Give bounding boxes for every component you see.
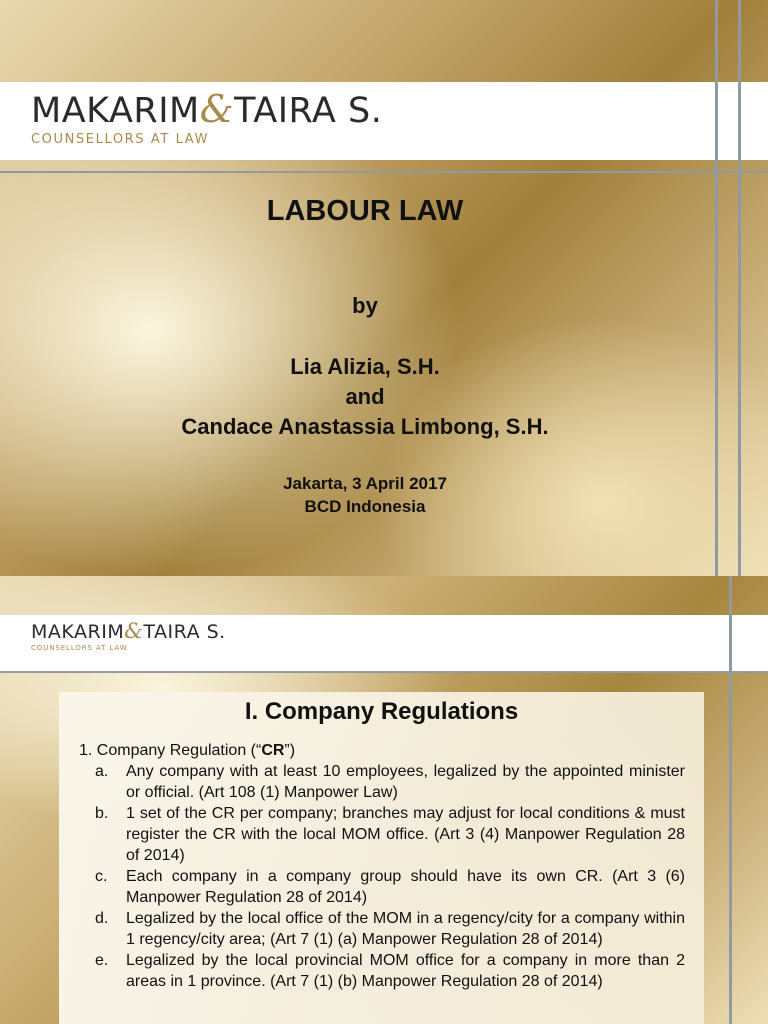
logo-tagline: COUNSELLORS AT LAW bbox=[31, 132, 210, 147]
list-item: a. Any company with at least 10 employees, legalized by the appointed minister or official. (Art 108 (1) Manpower Law) bbox=[95, 763, 685, 801]
list-item: c. Each company in a company group should have its own CR. (Art 3 (6) Manpower Regulation 28 of 2014) bbox=[95, 868, 685, 906]
section-heading: I. Company Regulations bbox=[244, 698, 519, 725]
list-item: d. Legalized by the local office of the MOM in a regency/city for a company within 1 regency/city area; (Art 7 (1) (a) Manpower Regulation 28 of 2014) bbox=[95, 910, 685, 948]
by-label: by bbox=[352, 293, 378, 318]
firm-logo bbox=[31, 620, 226, 652]
accent-vline-right bbox=[729, 576, 732, 1024]
place-date: Jakarta, 3 April 2017 bbox=[283, 474, 447, 493]
list-item: e. Legalized by the local provincial MOM office for a company in more than 2 areas in 1 province. (Art 7 (1) (b) Manpower Regulation 28 of 2014) bbox=[95, 952, 685, 990]
content-panel bbox=[59, 692, 704, 1024]
accent-vline-right bbox=[738, 0, 741, 576]
divider-line bbox=[0, 671, 768, 673]
presentation-title: LABOUR LAW bbox=[266, 195, 464, 227]
and-label: and bbox=[345, 384, 385, 409]
accent-vline-left bbox=[715, 0, 718, 576]
logo-wordmark: MAKARIM&TAIRA S. bbox=[31, 87, 383, 131]
list-item: b. 1 set of the CR per company; branches may adjust for local conditions & must register the CR with the local MOM office. (Art 3 (4) Manpower Regulation 28 of 2014) bbox=[95, 805, 685, 864]
content-slide bbox=[0, 576, 768, 1024]
event-name: BCD Indonesia bbox=[304, 497, 426, 516]
author-1: Lia Alizia, S.H. bbox=[290, 354, 440, 379]
item-1-label: 1. Company Regulation (“CR”) bbox=[79, 742, 296, 759]
firm-logo bbox=[31, 89, 382, 147]
divider-line bbox=[0, 171, 768, 173]
author-2: Candace Anastassia Limbong, S.H. bbox=[181, 414, 549, 439]
logo-tagline: COUNSELLORS AT LAW bbox=[31, 644, 128, 652]
logo-wordmark: MAKARIM&TAIRA S. bbox=[31, 619, 226, 643]
regulation-list bbox=[95, 761, 685, 992]
